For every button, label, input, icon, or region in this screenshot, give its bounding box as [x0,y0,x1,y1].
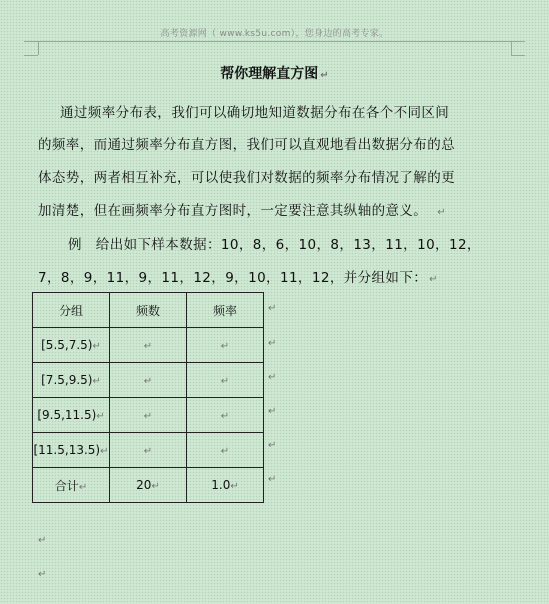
table-row [33,468,264,503]
table-cell: ↵ [110,363,187,398]
empty-paragraph-mark: ↵ [38,535,47,546]
frequency-table [32,292,264,503]
row-end-mark: ↵ [268,372,277,383]
margin-corner-left-h [24,55,38,56]
margin-corner-right [511,41,526,55]
table-cell: ↵ [110,398,187,433]
table-cell: 20↵ [110,468,187,503]
header-rule [24,41,525,42]
paragraph-line-2: 的频率，而通过频率分布直方图，我们可以直观地看出数据分布的总 [38,137,455,153]
table-cell: ↵ [110,433,187,468]
table-header-row [33,293,264,328]
table-cell: 合计↵ [33,468,110,503]
row-end-mark: ↵ [268,440,277,451]
table-cell: ↵ [187,363,264,398]
table-header-cell: 分组 [33,293,110,328]
table-header-cell: 频率 [187,293,264,328]
table-cell: 1.0↵ [187,468,264,503]
table-row [33,398,264,433]
table-header-cell: 频数 [110,293,187,328]
margin-corner-left [24,41,39,55]
table-row [33,433,264,468]
row-end-mark: ↵ [268,303,277,314]
table-cell: ↵ [110,328,187,363]
paragraph-line-3: 体态势，两者相互补充，可以使我们对数据的频率分布情况了解的更 [38,170,455,186]
table-row [33,363,264,398]
table-cell: ↵ [187,433,264,468]
row-end-mark: ↵ [268,338,277,349]
table-cell: [11.5,13.5)↵ [33,433,110,468]
example-line-2: 7，8，9，11，9，11，12，9，10，11，12，并分组如下： ↵ [38,270,438,286]
page-header-text: 高考资源网（ www.ks5u.com），您身边的高考专家。 [160,29,389,39]
table-cell: [7.5,9.5)↵ [33,363,110,398]
row-end-mark: ↵ [268,406,277,417]
paragraph-line-4: 加清楚，但在画频率分布直方图时，一定要注意其纵轴的意义。 ↵ [38,203,446,219]
table-cell: ↵ [187,398,264,433]
table-cell: [9.5,11.5)↵ [33,398,110,433]
paragraph-line-1: 通过频率分布表，我们可以确切地知道数据分布在各个不同区间 [60,105,450,121]
table-row [33,328,264,363]
margin-corner-right-h [511,55,525,56]
example-line-1: 例 给出如下样本数据：10，8，6，10，8，13，11，10，12， [68,237,481,253]
document-title: 帮你理解直方图 ↵ [220,66,329,82]
table-cell: [5.5,7.5)↵ [33,328,110,363]
row-end-mark: ↵ [268,474,277,485]
table-cell: ↵ [187,328,264,363]
empty-paragraph-mark: ↵ [38,569,47,580]
